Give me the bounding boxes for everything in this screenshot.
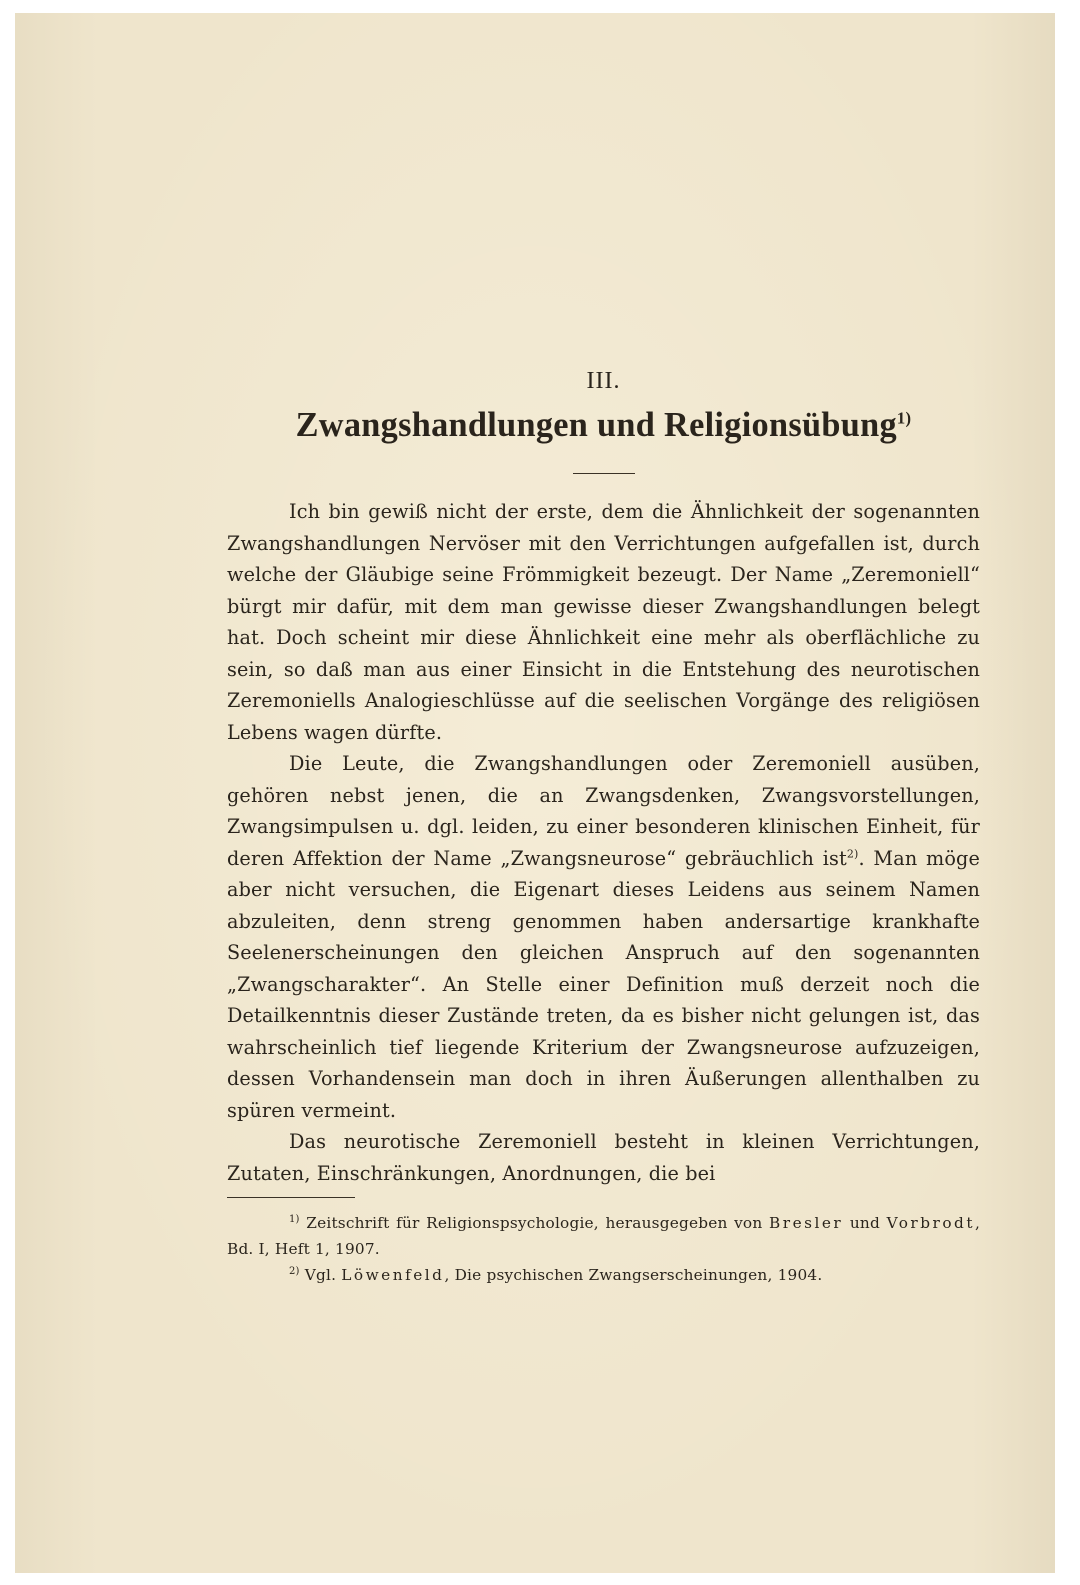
scanned-page bbox=[15, 13, 1055, 1573]
chapter-title-text: Zwangshandlungen und Religionsübung bbox=[295, 405, 897, 444]
title-divider bbox=[573, 473, 635, 474]
footnote-1 bbox=[227, 1210, 980, 1262]
paragraph-2-text-end: . Man möge aber nicht versuchen, die Eigenart dieses Leidens aus seinem Namen abzuleiten, denn streng genommen haben andersartige krankhafte Seelenerscheinungen den gleichen Anspruch auf den sogenannten „Zwangscharakter“. An Stelle einer Definition muß derzeit noch die Detailkenntnis dieser Zustände treten, da es bisher nicht gelungen ist, das wahrscheinlich tief liegende Kriterium der Zwangsneurose aufzuzeigen, dessen Vorhandensein man doch in ihren Äußerungen allenthalben zu spüren vermeint. bbox=[227, 846, 980, 1122]
footnote-1-text: Zeitschrift für Religionspsychologie, herausgegeben von bbox=[306, 1214, 763, 1232]
footnote-2-marker: 2) bbox=[289, 1265, 300, 1277]
body-text bbox=[227, 496, 980, 1189]
footnote-1-citation: , Bd. I, Heft 1, 1907. bbox=[227, 1214, 981, 1258]
footnote-2 bbox=[227, 1262, 980, 1288]
chapter-title bbox=[235, 405, 973, 445]
footnote-ref-2: 2) bbox=[846, 847, 859, 861]
footnote-2-text: Vgl. bbox=[304, 1266, 337, 1284]
chapter-title-footnote-marker: 1) bbox=[896, 408, 912, 428]
paragraph-1: Ich bin gewiß nicht der erste, dem die Ähnlichkeit der sogenannten Zwangshandlungen Nervöser mit den Verrichtungen aufgefallen ist, durch welche der Gläubige seine Frömmigkeit bezeugt. Der Name „Zeremoniell“ bürgt mir dafür, mit dem man gewisse dieser Zwangshandlungen belegt hat. Doch scheint mir diese Ähnlichkeit eine mehr als oberflächliche zu sein, so daß man aus einer Einsicht in die Entstehung des neurotischen Zeremoniells Analogieschlüsse auf die seelischen Vorgänge des religiösen Lebens wagen dürfte. bbox=[227, 500, 980, 744]
footnotes bbox=[227, 1210, 980, 1288]
footnote-2-author: Löwenfeld bbox=[341, 1266, 445, 1284]
paragraph-2 bbox=[227, 748, 980, 1126]
footnote-1-marker: 1) bbox=[289, 1213, 300, 1225]
paragraph-3: Das neurotische Zeremoniell besteht in kleinen Verrichtungen, Zutaten, Einschränkungen, Anordnungen, die bei bbox=[227, 1130, 980, 1185]
footnote-1-author-1: Bresler bbox=[769, 1214, 844, 1232]
paragraph-2-text-start: Die Leute, die Zwangshandlungen oder Zeremoniell ausüben, gehören nebst jenen, die an Zwangsdenken, Zwangsvorstellungen, Zwangsimpulsen u. dgl. leiden, zu einer besonderen klinischen Einheit, für deren Affektion der Name „Zwangsneurose“ gebräuchlich ist bbox=[227, 752, 980, 870]
page-content bbox=[227, 368, 980, 1288]
footnote-2-citation: , Die psychischen Zwangserscheinungen, 1904. bbox=[444, 1266, 823, 1284]
footnote-1-author-2: Vorbrodt bbox=[886, 1214, 975, 1232]
section-number: III. bbox=[586, 368, 621, 394]
footnote-divider bbox=[227, 1197, 355, 1198]
footnote-1-joiner: und bbox=[849, 1214, 880, 1232]
